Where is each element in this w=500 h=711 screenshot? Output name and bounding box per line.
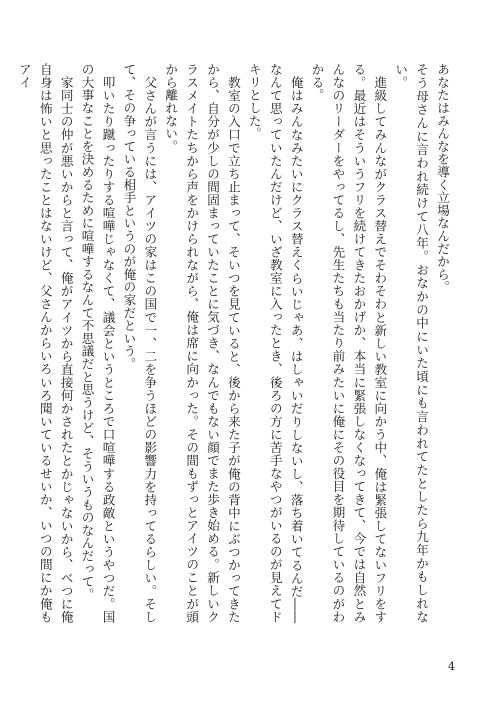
vertical-text-body xyxy=(16,63,452,623)
page-number: 4 xyxy=(448,660,455,673)
paragraph: 俺はみんなみたいにクラス替えくらいじゃあ、はしゃいだりしないし、落ち着いてるんだ――なんて思っていたんだけど、いざ教室に入ったとき、後ろの方に苦手なやつがいるのが見えてドキリとした。 xyxy=(246,63,304,623)
paragraph: 父さんが言うには、アイツの家はこの国で一、二を争うほどの影響力を持ってるらしい。そして、その争っている相手というのが俺の家だという。 xyxy=(121,63,158,623)
paragraph: 叩いたり蹴ったりする喧嘩じゃなくて、議会というところで口喧嘩する政敵というやつだ。国の大事なことを決めるために喧嘩するなんて不思議だと思うけど、そういうものなんだって。 xyxy=(79,63,116,623)
paragraph: あなたはみんなを導く立場なんだから。 xyxy=(435,63,450,294)
paragraph: そう母さんに言われ続けて八年。おなかの中にいた頃にも言われてたとしたら九年かもしれない。 xyxy=(393,63,430,623)
paragraph: 家同士の仲が悪いからと言って、俺がアイツから直接何かされたとかじゃないから、べつに俺自身は怖いと思ったことはないけど、父さんからいろいろ聞いているせいか、いつの間にか俺もアイ xyxy=(16,63,74,623)
paragraph: 進級してみんながクラス替えでそわそわと新しい教室に向かう中、俺は緊張してないフリをする。最近はそういうフリを続けてきたおかげか、本当に緊張しなくなってきて、今では自然とみんなのリーダーをやってるし、先生たちも当たり前みたいに俺にその役目を期待しているのがわかる。 xyxy=(309,63,388,623)
paragraph: 教室の入口で立ち止まって、そいつを見ていると、後から来た子が俺の背中にぶつかってきたから、自分が少しの間固まっていたことに気づき、なんでもない顔でまた歩き始める。新しいクラスメイトたちから声をかけられながら、俺は席に向かった。その間もずっとアイツのことが頭から離れない。 xyxy=(163,63,241,623)
